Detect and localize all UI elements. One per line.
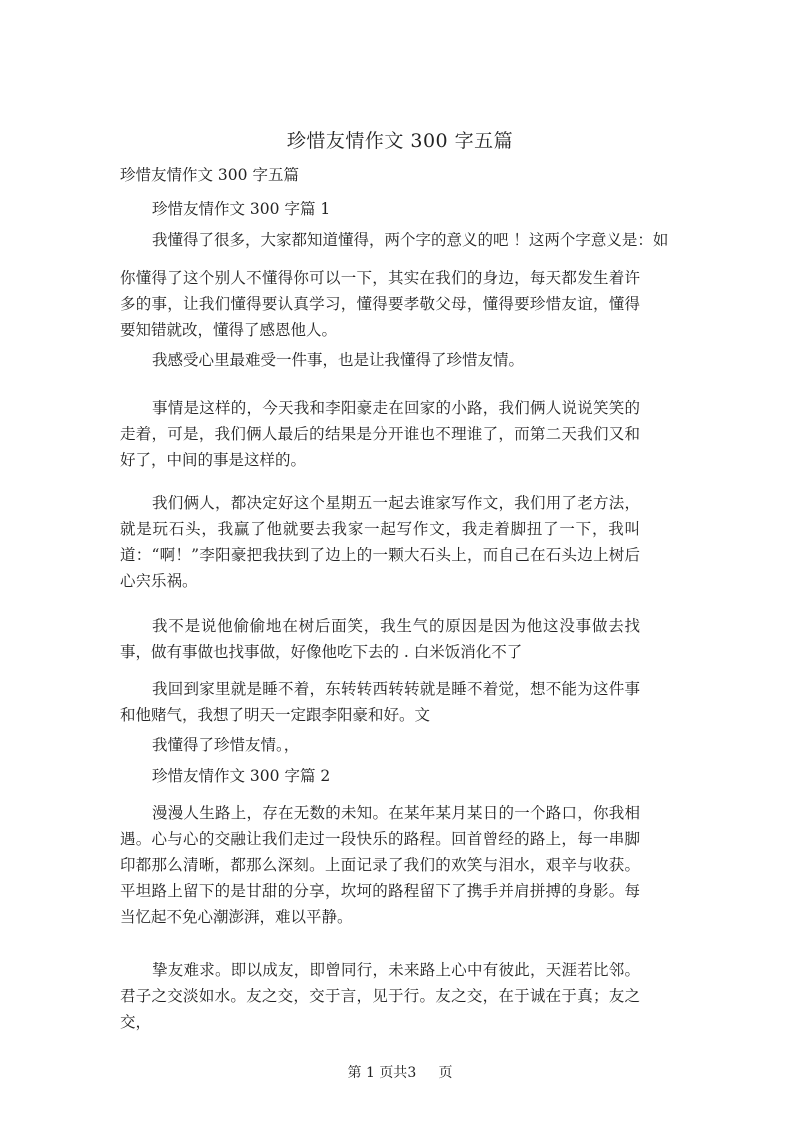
paragraph-6: 我回到家里就是睡不着，东转转西转转就是睡不着觉，想不能为这件事和他赌气，我想了明天一定跟李阳豪和好。文 (120, 680, 640, 724)
paragraph-9: 挚友难求。即以成友，即曾同行，未来路上心中有彼此，天涯若比邻。君子之交淡如水。友之交，交于言，见于行。友之交，在于诚在于真；友之交， (120, 961, 640, 1031)
footer-prefix: 第 (347, 1065, 362, 1081)
paragraph-1-continued: 你懂得了这个别人不懂得你可以一下，其实在我们的身边，每天都发生着许多的事，让我们懂得要认真学习，懂得要孝敬父母，懂得要珍惜友谊，懂得要知错就改，懂得了感恩他人。 (120, 269, 640, 339)
footer-suffix: 页 (438, 1065, 453, 1081)
paragraph-4: 我们俩人，都决定好这个星期五一起去谁家写作文，我们用了老方法，就是玩石头，我赢了他就要去我家一起写作文，我走着脚扭了一下，我叫道：“啊！”李阳豪把我扶到了边上的一颗大石头上，而自己在石头边上树后心宍乐祸。 (120, 494, 640, 590)
page-footer (0, 1062, 800, 1082)
paragraph-8: 漫漫人生路上，存在无数的未知。在某年某月某日的一个路口，你我相遇。心与心的交融让我们走过一段快乐的路程。回首曾经的路上，每一串脚印都那么清晰，都那么深刻。上面记录了我们的欢笑与泪水，艰辛与收获。平坦路上留下的是甘甜的分享，坎坷的路程留下了携手并肩拼搏的身影。每当忆起不免心潮澎湃，难以平静。 (120, 804, 640, 926)
section-heading-1: 珍惜友情作文 300 字篇 1 (152, 200, 331, 218)
document-subtitle: 珍惜友情作文 300 字五篇 (120, 166, 299, 184)
paragraph-7: 我懂得了珍惜友情。， (152, 736, 300, 754)
footer-mid: 页共 (379, 1065, 408, 1081)
paragraph-2: 我感受心里最难受一件事，也是让我懂得了珍惜友情。 (152, 351, 525, 369)
footer-page-total: 3 (407, 1065, 417, 1081)
document-title: 珍惜友情作文 300 字五篇 (286, 130, 514, 152)
paragraph-3: 事情是这样的，今天我和李阳豪走在回家的小路，我们俩人说说笑笑的走着，可是，我们俩人最后的结果是分开谁也不理谁了，而第二天我们又和好了，中间的事是这样的。 (120, 399, 640, 469)
paragraph-5: 我不是说他偷偷地在树后面笑，我生气的原因是因为他这没事做去找事，做有事做也找事做，好像他吃下去的 . 白米饭消化不了 (120, 617, 640, 661)
paragraph-1-first-line: 我懂得了很多，大家都知道懂得，两个字的意义的吧 ！这两个字意义是：如 (152, 231, 669, 249)
footer-page-number: 1 (365, 1065, 375, 1081)
section-heading-2: 珍惜友情作文 300 字篇 2 (152, 767, 331, 785)
